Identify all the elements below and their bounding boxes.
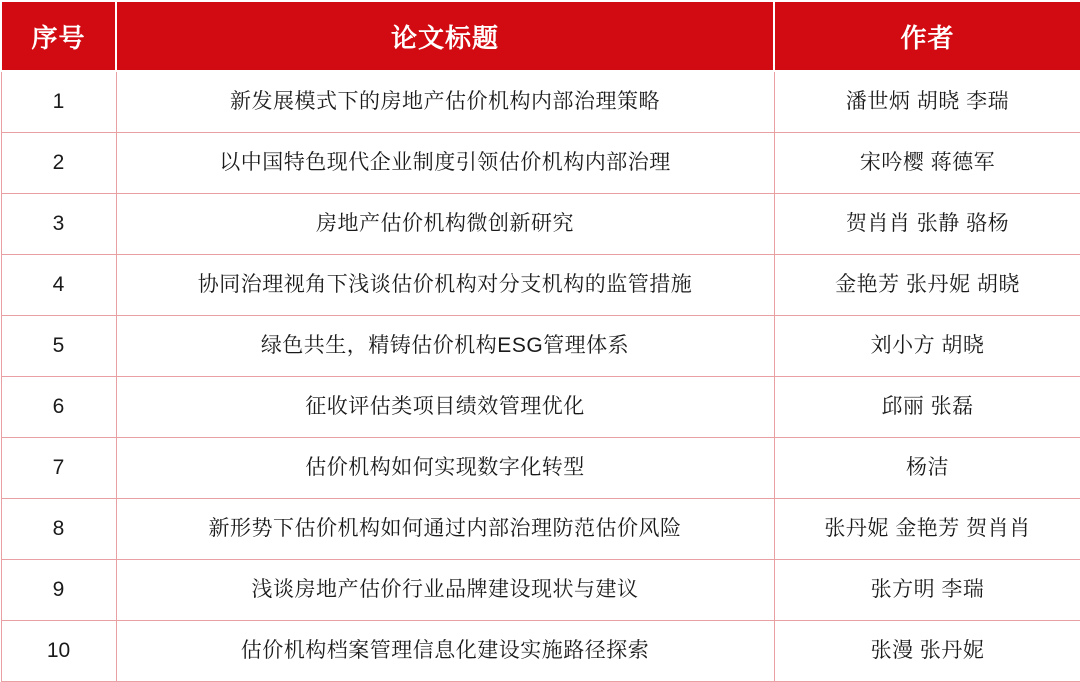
cell-title: 估价机构档案管理信息化建设实施路径探索 [116, 621, 774, 682]
table-row [1, 255, 1080, 316]
table-body [1, 71, 1080, 682]
table-row [1, 621, 1080, 682]
cell-title: 估价机构如何实现数字化转型 [116, 438, 774, 499]
cell-index: 1 [1, 71, 116, 133]
table-row [1, 194, 1080, 255]
cell-index: 6 [1, 377, 116, 438]
table-row [1, 499, 1080, 560]
table-row [1, 560, 1080, 621]
cell-index: 5 [1, 316, 116, 377]
cell-authors: 宋吟樱 蒋德军 [774, 133, 1080, 194]
cell-title: 以中国特色现代企业制度引领估价机构内部治理 [116, 133, 774, 194]
cell-title: 新形势下估价机构如何通过内部治理防范估价风险 [116, 499, 774, 560]
cell-authors: 张丹妮 金艳芳 贺肖肖 [774, 499, 1080, 560]
cell-authors: 刘小方 胡晓 [774, 316, 1080, 377]
table-row [1, 438, 1080, 499]
table-row [1, 71, 1080, 133]
cell-title: 浅谈房地产估价行业品牌建设现状与建议 [116, 560, 774, 621]
cell-index: 10 [1, 621, 116, 682]
cell-authors: 金艳芳 张丹妮 胡晓 [774, 255, 1080, 316]
cell-authors: 邱丽 张磊 [774, 377, 1080, 438]
table-row [1, 133, 1080, 194]
column-header-title: 论文标题 [116, 1, 774, 71]
cell-index: 2 [1, 133, 116, 194]
column-header-index: 序号 [1, 1, 116, 71]
cell-title: 新发展模式下的房地产估价机构内部治理策略 [116, 71, 774, 133]
cell-title: 征收评估类项目绩效管理优化 [116, 377, 774, 438]
table-header [1, 1, 1080, 71]
cell-index: 4 [1, 255, 116, 316]
cell-index: 3 [1, 194, 116, 255]
cell-title: 房地产估价机构微创新研究 [116, 194, 774, 255]
cell-title: 协同治理视角下浅谈估价机构对分支机构的监管措施 [116, 255, 774, 316]
column-header-authors: 作者 [774, 1, 1080, 71]
cell-index: 7 [1, 438, 116, 499]
cell-index: 8 [1, 499, 116, 560]
cell-authors: 张漫 张丹妮 [774, 621, 1080, 682]
cell-index: 9 [1, 560, 116, 621]
table-row [1, 377, 1080, 438]
table-header-row [1, 1, 1080, 71]
cell-authors: 杨洁 [774, 438, 1080, 499]
cell-title: 绿色共生，精铸估价机构ESG管理体系 [116, 316, 774, 377]
cell-authors: 贺肖肖 张静 骆杨 [774, 194, 1080, 255]
cell-authors: 潘世炳 胡晓 李瑞 [774, 71, 1080, 133]
table-row [1, 316, 1080, 377]
cell-authors: 张方明 李瑞 [774, 560, 1080, 621]
